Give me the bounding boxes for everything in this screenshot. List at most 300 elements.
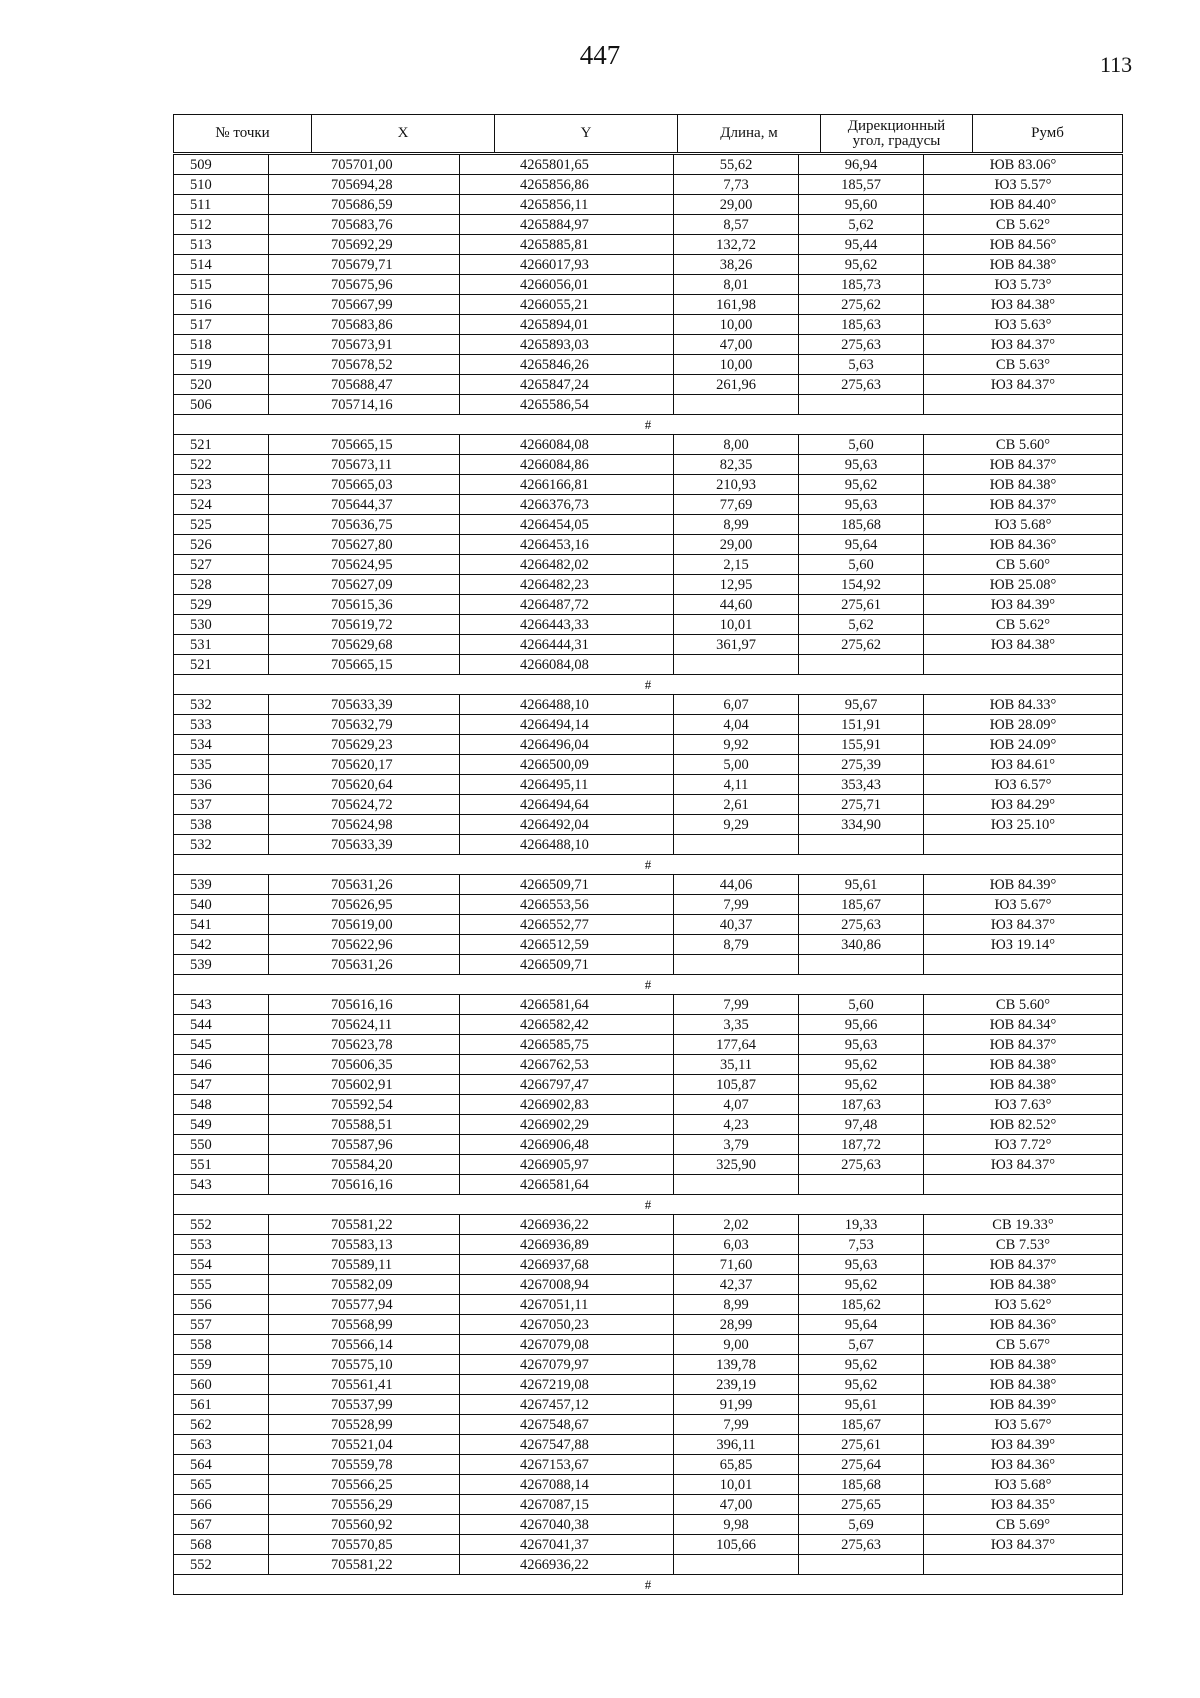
table-row [174,835,1123,855]
x-cell: 705592,54 [269,1095,460,1115]
separator-cell: # [174,1195,1123,1215]
y-cell: 4267079,97 [460,1355,674,1375]
table-row [174,1155,1123,1175]
y-cell: 4266902,29 [460,1115,674,1135]
point-cell: 534 [174,735,269,755]
y-cell: 4266453,16 [460,535,674,555]
point-cell: 509 [174,155,269,175]
length-cell [674,955,799,975]
header-point: № точки [174,115,312,153]
length-cell: 2,15 [674,555,799,575]
angle-cell: 7,53 [799,1235,924,1255]
y-cell: 4267219,08 [460,1375,674,1395]
angle-cell: 95,63 [799,1035,924,1055]
x-cell: 705620,64 [269,775,460,795]
rumb-cell: ЮВ 84.39° [924,875,1123,895]
x-cell: 705626,95 [269,895,460,915]
y-cell: 4266906,48 [460,1135,674,1155]
point-cell: 543 [174,995,269,1015]
x-cell: 705528,99 [269,1415,460,1435]
table-row [174,1395,1123,1415]
x-cell: 705570,85 [269,1535,460,1555]
table-row [174,255,1123,275]
point-cell: 514 [174,255,269,275]
rumb-cell: ЮЗ 19.14° [924,935,1123,955]
point-cell: 553 [174,1235,269,1255]
rumb-cell: ЮВ 84.38° [924,1355,1123,1375]
x-cell: 705577,94 [269,1295,460,1315]
y-cell: 4266509,71 [460,955,674,975]
table-row [174,175,1123,195]
angle-cell: 275,63 [799,375,924,395]
page-number-top: 447 [579,40,621,70]
rumb-cell: ЮЗ 5.68° [924,1475,1123,1495]
page-number-corner: 113 [1100,52,1133,77]
angle-cell: 275,64 [799,1455,924,1475]
rumb-cell: ЮВ 84.36° [924,1315,1123,1335]
length-cell: 2,02 [674,1215,799,1235]
table-row [174,435,1123,455]
rumb-cell: СВ 7.53° [924,1235,1123,1255]
y-cell: 4266056,01 [460,275,674,295]
y-cell: 4266762,53 [460,1055,674,1075]
x-cell: 705679,71 [269,255,460,275]
x-cell: 705683,86 [269,315,460,335]
x-cell: 705701,00 [269,155,460,175]
x-cell: 705665,03 [269,475,460,495]
rumb-cell: ЮЗ 5.57° [924,175,1123,195]
x-cell: 705559,78 [269,1455,460,1475]
point-cell: 524 [174,495,269,515]
rumb-cell: ЮЗ 5.62° [924,1295,1123,1315]
angle-cell: 95,66 [799,1015,924,1035]
length-cell: 396,11 [674,1435,799,1455]
rumb-cell: ЮЗ 84.38° [924,295,1123,315]
x-cell: 705581,22 [269,1215,460,1235]
rumb-cell: ЮЗ 84.37° [924,335,1123,355]
x-cell: 705521,04 [269,1435,460,1455]
angle-cell: 275,39 [799,755,924,775]
table-row [174,915,1123,935]
y-cell: 4266936,89 [460,1235,674,1255]
point-cell: 540 [174,895,269,915]
y-cell: 4266084,08 [460,655,674,675]
y-cell: 4266509,71 [460,875,674,895]
angle-cell: 5,69 [799,1515,924,1535]
y-cell: 4267457,12 [460,1395,674,1415]
angle-cell: 334,90 [799,815,924,835]
y-cell: 4267548,67 [460,1415,674,1435]
x-cell: 705624,11 [269,1015,460,1035]
angle-cell: 185,68 [799,515,924,535]
angle-cell: 5,60 [799,435,924,455]
point-cell: 556 [174,1295,269,1315]
point-cell: 513 [174,235,269,255]
angle-cell: 5,63 [799,355,924,375]
x-cell: 705686,59 [269,195,460,215]
y-cell: 4266585,75 [460,1035,674,1055]
table-row [174,795,1123,815]
angle-cell: 5,62 [799,615,924,635]
y-cell: 4265847,24 [460,375,674,395]
table-row [174,1015,1123,1035]
rumb-cell: СВ 5.60° [924,435,1123,455]
length-cell: 10,01 [674,615,799,635]
y-cell: 4265801,65 [460,155,674,175]
separator-row [174,675,1123,695]
x-cell: 705622,96 [269,935,460,955]
length-cell: 40,37 [674,915,799,935]
rumb-cell: ЮЗ 84.61° [924,755,1123,775]
x-cell: 705619,72 [269,615,460,635]
rumb-cell: ЮВ 84.38° [924,255,1123,275]
point-cell: 552 [174,1215,269,1235]
rumb-cell: ЮЗ 84.37° [924,1155,1123,1175]
point-cell: 548 [174,1095,269,1115]
y-cell: 4266482,23 [460,575,674,595]
y-cell: 4266017,93 [460,255,674,275]
angle-cell: 95,63 [799,455,924,475]
point-cell: 563 [174,1435,269,1455]
point-cell: 547 [174,1075,269,1095]
y-cell: 4267088,14 [460,1475,674,1495]
separator-cell: # [174,1575,1123,1595]
length-cell: 35,11 [674,1055,799,1075]
x-cell: 705631,26 [269,875,460,895]
rumb-cell: ЮВ 84.38° [924,1055,1123,1075]
rumb-cell: ЮЗ 84.37° [924,1535,1123,1555]
angle-cell: 353,43 [799,775,924,795]
rumb-cell: ЮЗ 25.10° [924,815,1123,835]
y-cell: 4266495,11 [460,775,674,795]
separator-row [174,1195,1123,1215]
length-cell: 5,00 [674,755,799,775]
table-row [174,895,1123,915]
length-cell: 47,00 [674,335,799,355]
table-row [174,455,1123,475]
x-cell: 705665,15 [269,435,460,455]
length-cell: 139,78 [674,1355,799,1375]
length-cell: 47,00 [674,1495,799,1515]
length-cell: 239,19 [674,1375,799,1395]
table-row [174,815,1123,835]
angle-cell: 185,67 [799,895,924,915]
y-cell: 4266500,09 [460,755,674,775]
point-cell: 535 [174,755,269,775]
table-row [174,315,1123,335]
rumb-cell: ЮЗ 7.63° [924,1095,1123,1115]
length-cell: 77,69 [674,495,799,515]
length-cell: 10,01 [674,1475,799,1495]
table-row [174,535,1123,555]
y-cell: 4266581,64 [460,995,674,1015]
length-cell: 177,64 [674,1035,799,1055]
table-row [174,335,1123,355]
rumb-cell: ЮВ 28.09° [924,715,1123,735]
table-row [174,195,1123,215]
y-cell: 4266797,47 [460,1075,674,1095]
angle-cell: 275,63 [799,915,924,935]
table-row [174,1495,1123,1515]
length-cell [674,1175,799,1195]
point-cell: 506 [174,395,269,415]
rumb-cell: СВ 5.67° [924,1335,1123,1355]
angle-cell: 95,64 [799,1315,924,1335]
point-cell: 565 [174,1475,269,1495]
x-cell: 705633,39 [269,835,460,855]
rumb-cell: СВ 5.63° [924,355,1123,375]
table-row [174,295,1123,315]
x-cell: 705627,80 [269,535,460,555]
x-cell: 705623,78 [269,1035,460,1055]
rumb-cell: ЮЗ 84.37° [924,375,1123,395]
rumb-cell: СВ 5.69° [924,1515,1123,1535]
y-cell: 4266494,14 [460,715,674,735]
angle-cell: 275,71 [799,795,924,815]
table-row [174,1235,1123,1255]
point-cell: 527 [174,555,269,575]
x-cell: 705675,96 [269,275,460,295]
point-cell: 537 [174,795,269,815]
angle-cell: 95,62 [799,475,924,495]
table-row [174,1115,1123,1135]
angle-cell: 95,60 [799,195,924,215]
length-cell: 55,62 [674,155,799,175]
angle-cell: 185,73 [799,275,924,295]
length-cell: 4,04 [674,715,799,735]
rumb-cell: ЮВ 84.37° [924,1035,1123,1055]
y-cell: 4266488,10 [460,835,674,855]
table-row [174,875,1123,895]
point-cell: 516 [174,295,269,315]
x-cell: 705624,98 [269,815,460,835]
y-cell: 4266482,02 [460,555,674,575]
table-row [174,495,1123,515]
length-cell: 6,03 [674,1235,799,1255]
length-cell: 105,66 [674,1535,799,1555]
length-cell: 361,97 [674,635,799,655]
rumb-cell: ЮВ 84.38° [924,1375,1123,1395]
angle-cell: 95,61 [799,875,924,895]
length-cell: 7,99 [674,995,799,1015]
y-cell: 4265846,26 [460,355,674,375]
angle-cell: 185,57 [799,175,924,195]
x-cell: 705624,95 [269,555,460,575]
y-cell: 4266582,42 [460,1015,674,1035]
length-cell: 28,99 [674,1315,799,1335]
angle-cell: 275,65 [799,1495,924,1515]
rumb-cell: ЮЗ 84.29° [924,795,1123,815]
x-cell: 705537,99 [269,1395,460,1415]
angle-cell [799,395,924,415]
rumb-cell: ЮВ 84.56° [924,235,1123,255]
table-row [174,155,1123,175]
table-row [174,995,1123,1015]
rumb-cell [924,835,1123,855]
y-cell: 4265856,11 [460,195,674,215]
length-cell: 65,85 [674,1455,799,1475]
y-cell: 4266444,31 [460,635,674,655]
angle-cell: 95,44 [799,235,924,255]
point-cell: 525 [174,515,269,535]
point-cell: 539 [174,955,269,975]
length-cell: 3,35 [674,1015,799,1035]
point-cell: 529 [174,595,269,615]
angle-cell: 5,60 [799,995,924,1015]
length-cell: 7,99 [674,895,799,915]
table-row [174,1255,1123,1275]
angle-cell: 275,61 [799,1435,924,1455]
length-cell: 8,99 [674,1295,799,1315]
separator-cell: # [174,855,1123,875]
rumb-cell: ЮВ 83.06° [924,155,1123,175]
point-cell: 551 [174,1155,269,1175]
y-cell: 4266936,22 [460,1555,674,1575]
length-cell: 10,00 [674,315,799,335]
angle-cell: 187,63 [799,1095,924,1115]
table-row [174,1175,1123,1195]
rumb-cell: ЮВ 24.09° [924,735,1123,755]
y-cell: 4266084,86 [460,455,674,475]
point-cell: 528 [174,575,269,595]
table-row [174,1435,1123,1455]
rumb-cell [924,1555,1123,1575]
angle-cell: 185,67 [799,1415,924,1435]
table-row [174,475,1123,495]
rumb-cell [924,655,1123,675]
x-cell: 705588,51 [269,1115,460,1135]
header-angle [821,115,973,153]
y-cell: 4266552,77 [460,915,674,935]
x-cell: 705633,39 [269,695,460,715]
table-row [174,1315,1123,1335]
length-cell: 8,01 [674,275,799,295]
header-x: X [312,115,495,153]
length-cell [674,1555,799,1575]
separator-cell: # [174,975,1123,995]
rumb-cell: СВ 5.60° [924,995,1123,1015]
x-cell: 705619,00 [269,915,460,935]
table-row [174,1335,1123,1355]
angle-cell: 275,61 [799,595,924,615]
table-row [174,655,1123,675]
rumb-cell: ЮЗ 5.67° [924,895,1123,915]
header-rumb: Румб [973,115,1123,153]
y-cell: 4266936,22 [460,1215,674,1235]
separator-row [174,415,1123,435]
table-row [174,555,1123,575]
point-cell: 532 [174,695,269,715]
point-cell: 549 [174,1115,269,1135]
point-cell: 554 [174,1255,269,1275]
header-angle-line1: Дирекционный [847,117,946,134]
angle-cell: 275,63 [799,335,924,355]
separator-cell: # [174,675,1123,695]
point-cell: 552 [174,1555,269,1575]
rumb-cell: СВ 5.60° [924,555,1123,575]
rumb-cell: СВ 19.33° [924,1215,1123,1235]
table-row [174,1535,1123,1555]
x-cell: 705673,91 [269,335,460,355]
table-row [174,715,1123,735]
table-row [174,1415,1123,1435]
header-angle-line2: угол, градусы [852,132,941,149]
table-row [174,395,1123,415]
y-cell: 4267041,37 [460,1535,674,1555]
angle-cell: 95,62 [799,1275,924,1295]
point-cell: 532 [174,835,269,855]
table-row [174,1455,1123,1475]
table-row [174,355,1123,375]
separator-cell: # [174,415,1123,435]
table-row [174,575,1123,595]
table-header [173,114,1123,153]
x-cell: 705584,20 [269,1155,460,1175]
point-cell: 522 [174,455,269,475]
angle-cell: 155,91 [799,735,924,755]
x-cell: 705620,17 [269,755,460,775]
point-cell: 562 [174,1415,269,1435]
length-cell: 9,92 [674,735,799,755]
length-cell: 29,00 [674,195,799,215]
y-cell: 4267050,23 [460,1315,674,1335]
y-cell: 4266166,81 [460,475,674,495]
point-cell: 519 [174,355,269,375]
point-cell: 511 [174,195,269,215]
x-cell: 705667,99 [269,295,460,315]
x-cell: 705624,72 [269,795,460,815]
point-cell: 555 [174,1275,269,1295]
y-cell: 4265856,86 [460,175,674,195]
table-row [174,515,1123,535]
angle-cell: 340,86 [799,935,924,955]
y-cell: 4265893,03 [460,335,674,355]
y-cell: 4266084,08 [460,435,674,455]
rumb-cell: ЮВ 84.38° [924,1075,1123,1095]
x-cell: 705636,75 [269,515,460,535]
point-cell: 561 [174,1395,269,1415]
x-cell: 705673,11 [269,455,460,475]
point-cell: 550 [174,1135,269,1155]
length-cell: 71,60 [674,1255,799,1275]
angle-cell: 95,62 [799,1355,924,1375]
point-cell: 538 [174,815,269,835]
table-row [174,235,1123,255]
length-cell: 3,79 [674,1135,799,1155]
table-row [174,695,1123,715]
separator-row [174,975,1123,995]
rumb-cell: ЮВ 84.33° [924,695,1123,715]
x-cell: 705581,22 [269,1555,460,1575]
length-cell: 261,96 [674,375,799,395]
rumb-cell: ЮЗ 5.73° [924,275,1123,295]
point-cell: 568 [174,1535,269,1555]
point-cell: 521 [174,655,269,675]
point-cell: 564 [174,1455,269,1475]
angle-cell: 275,63 [799,1155,924,1175]
length-cell [674,835,799,855]
point-cell: 539 [174,875,269,895]
length-cell: 161,98 [674,295,799,315]
rumb-cell: ЮВ 84.38° [924,1275,1123,1295]
angle-cell: 95,62 [799,1075,924,1095]
point-cell: 558 [174,1335,269,1355]
length-cell: 105,87 [674,1075,799,1095]
table-row [174,1095,1123,1115]
point-cell: 530 [174,615,269,635]
angle-cell: 95,62 [799,255,924,275]
y-cell: 4266496,04 [460,735,674,755]
